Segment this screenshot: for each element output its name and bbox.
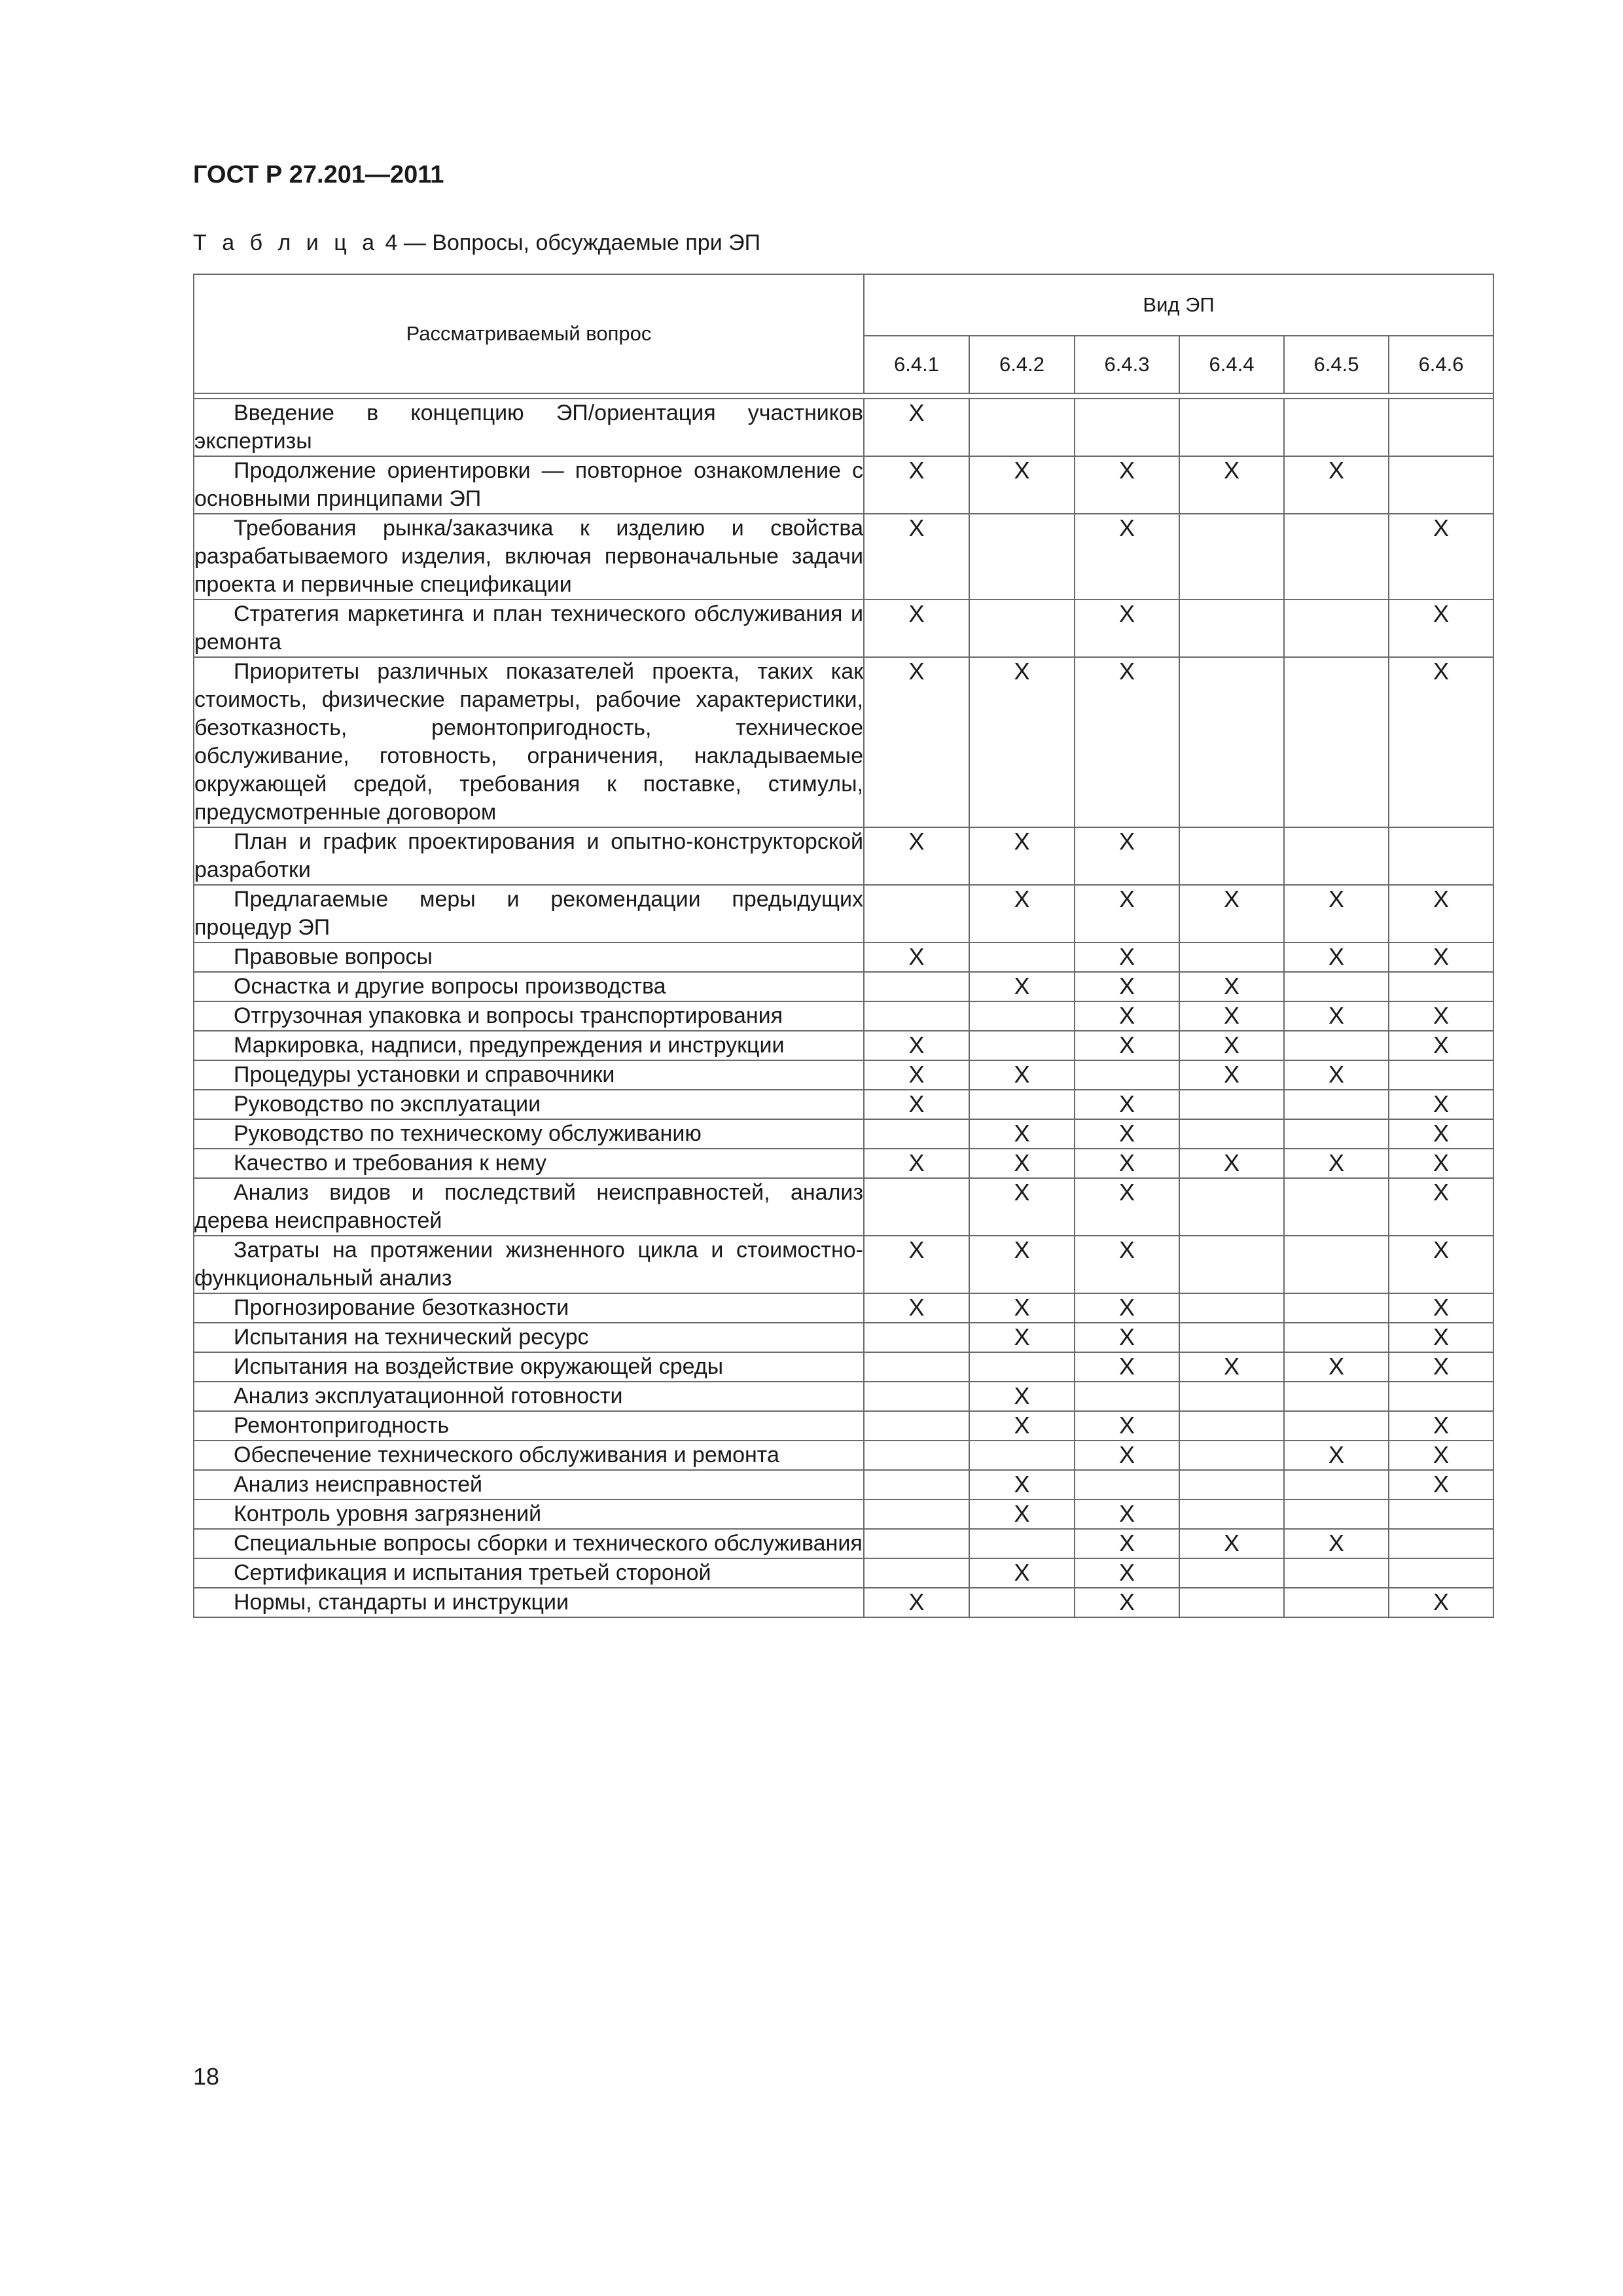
mark-cell [1179,1178,1284,1236]
table-row [194,1178,1493,1236]
mark-cell [969,942,1075,972]
mark-cell [1389,972,1493,1001]
mark-cell [864,1352,969,1382]
mark-cell: X [1389,1119,1493,1149]
mark-cell [1179,1588,1284,1617]
mark-cell: X [1075,514,1179,600]
mark-cell [1179,1323,1284,1352]
table-row [194,885,1493,942]
question-cell [194,885,864,942]
mark-cell: X [1389,1441,1493,1470]
question-cell [194,1119,864,1149]
review-type-column-header: 6.4.6 [1389,336,1493,393]
header-separator-cell [194,393,1493,399]
mark-cell [969,1588,1075,1617]
mark-cell: X [1075,1352,1179,1382]
mark-cell: X [1389,1411,1493,1441]
question-text: Предлагаемые меры и рекомендации предыдущих процедур ЭП [194,887,863,940]
mark-cell: X [1075,1499,1179,1529]
mark-cell: X [969,1558,1075,1588]
mark-cell: X [1075,1293,1179,1323]
mark-cell: X [1389,600,1493,657]
table-row [194,1236,1493,1293]
mark-cell: X [1075,1529,1179,1558]
mark-cell [864,1119,969,1149]
question-text: Требования рынка/заказчика к изделию и свойства разрабатываемого изделия, включая первоначальные задачи проекта и первичные спецификации [194,516,863,597]
table-row [194,1382,1493,1411]
mark-cell: X [1075,1236,1179,1293]
mark-cell: X [969,972,1075,1001]
question-cell [194,514,864,600]
mark-cell [1284,1411,1389,1441]
mark-cell [1179,1293,1284,1323]
mark-cell: X [969,1323,1075,1352]
mark-cell: X [1389,1236,1493,1293]
mark-cell: X [1389,1031,1493,1060]
mark-cell [864,885,969,942]
mark-cell: X [1075,1031,1179,1060]
question-text: Приоритеты различных показателей проекта, таких как стоимость, физические параметры, рабочие характеристики, безотказность, ремонтопригодность, техническое обслуживание, готовность, ограничения, накладываемые окружающей средой, требования к поставке, стимулы, предусмотренные договором [194,659,863,825]
question-text: Анализ видов и последствий неисправностей, анализ дерева неисправностей [194,1180,863,1233]
mark-cell: X [864,1149,969,1178]
mark-cell [1179,600,1284,657]
mark-cell: X [969,1236,1075,1293]
mark-cell: X [1389,1293,1493,1323]
question-cell [194,1149,864,1178]
question-text: Качество и требования к нему [234,1151,547,1175]
question-cell [194,600,864,657]
question-text: Испытания на технический ресурс [234,1325,589,1350]
mark-cell [864,1470,969,1499]
mark-cell [1389,1060,1493,1090]
table-row [194,1411,1493,1441]
question-cell [194,456,864,514]
mark-cell [864,1001,969,1031]
question-text: Руководство по эксплуатации [234,1092,541,1117]
mark-cell: X [1389,1470,1493,1499]
mark-cell: X [864,942,969,972]
mark-cell [1284,1558,1389,1588]
mark-cell [1284,1293,1389,1323]
table-row [194,1060,1493,1090]
table-row [194,827,1493,885]
mark-cell [1284,1499,1389,1529]
question-text: Сертификация и испытания третьей стороной [234,1560,711,1585]
mark-cell: X [1075,456,1179,514]
question-text: Введение в концепцию ЭП/ориентация участников экспертизы [194,401,863,454]
mark-cell: X [1075,1001,1179,1031]
mark-cell: X [1075,827,1179,885]
mark-cell [1179,1119,1284,1149]
mark-cell: X [1284,1441,1389,1470]
question-cell [194,1470,864,1499]
mark-cell: X [1075,1119,1179,1149]
mark-cell [969,1441,1075,1470]
mark-cell [1284,1470,1389,1499]
mark-cell: X [1284,1529,1389,1558]
question-text: Оснастка и другие вопросы производства [234,974,666,999]
mark-cell: X [864,1060,969,1090]
mark-cell [864,1382,969,1411]
mark-cell: X [969,1178,1075,1236]
mark-cell: X [1075,1411,1179,1441]
mark-cell: X [1075,1323,1179,1352]
mark-cell: X [1284,1060,1389,1090]
question-column-header: Рассматриваемый вопрос [194,274,864,393]
mark-cell: X [864,399,969,456]
mark-cell [864,1558,969,1588]
mark-cell [969,1352,1075,1382]
mark-cell: X [1179,456,1284,514]
mark-cell: X [969,657,1075,827]
mark-cell [1179,827,1284,885]
mark-cell [1179,1090,1284,1119]
review-type-column-header: 6.4.3 [1075,336,1179,393]
table-row [194,1323,1493,1352]
question-cell [194,1411,864,1441]
table-row [194,1499,1493,1529]
mark-cell [864,1529,969,1558]
question-cell [194,1529,864,1558]
table-caption [193,230,760,256]
mark-cell: X [1284,1001,1389,1031]
table-row [194,1119,1493,1149]
mark-cell: X [864,1236,969,1293]
mark-cell: X [1284,456,1389,514]
mark-cell [1389,1558,1493,1588]
mark-cell [1284,399,1389,456]
mark-cell: X [1179,1352,1284,1382]
question-text: Нормы, стандарты и инструкции [234,1590,569,1615]
question-cell [194,1293,864,1323]
mark-cell: X [1179,1031,1284,1060]
mark-cell [1179,399,1284,456]
mark-cell: X [1179,972,1284,1001]
mark-cell [969,1031,1075,1060]
question-cell [194,1499,864,1529]
question-cell [194,1236,864,1293]
mark-cell [969,1090,1075,1119]
mark-cell: X [1075,1149,1179,1178]
question-cell [194,399,864,456]
mark-cell: X [1389,1178,1493,1236]
mark-cell: X [864,1293,969,1323]
question-text: Испытания на воздействие окружающей среды [234,1354,724,1379]
mark-cell [1284,1178,1389,1236]
mark-cell [1179,1558,1284,1588]
mark-cell [1284,1236,1389,1293]
mark-cell: X [969,456,1075,514]
mark-cell: X [864,827,969,885]
question-cell [194,1352,864,1382]
mark-cell: X [864,514,969,600]
mark-cell [1179,657,1284,827]
mark-cell [1389,399,1493,456]
mark-cell: X [969,1411,1075,1441]
mark-cell: X [1179,1529,1284,1558]
mark-cell [1179,514,1284,600]
table-row [194,1529,1493,1558]
question-text: Ремонтопригодность [234,1413,450,1438]
table-row [194,1352,1493,1382]
question-text: Контроль уровня загрязнений [234,1501,542,1526]
table-row [194,1031,1493,1060]
mark-cell [1179,1441,1284,1470]
mark-cell [1389,1382,1493,1411]
question-text: Прогнозирование безотказности [234,1295,569,1320]
mark-cell [1389,1529,1493,1558]
question-cell [194,1031,864,1060]
question-cell [194,1001,864,1031]
question-text: Процедуры установки и справочники [234,1062,615,1087]
table-row [194,942,1493,972]
table-row [194,1149,1493,1178]
table-row [194,1001,1493,1031]
mark-cell: X [1075,1178,1179,1236]
mark-cell [969,600,1075,657]
mark-cell: X [1179,1001,1284,1031]
question-text: Руководство по техническому обслуживанию [234,1121,702,1146]
mark-cell: X [1389,1352,1493,1382]
mark-cell [1284,827,1389,885]
mark-cell [1075,1382,1179,1411]
mark-cell: X [1389,942,1493,972]
mark-cell: X [1389,1149,1493,1178]
mark-cell [1284,514,1389,600]
table-row [194,972,1493,1001]
table-row [194,1588,1493,1617]
mark-cell [1179,1499,1284,1529]
mark-cell [969,1529,1075,1558]
table-caption-text: 4 — Вопросы, обсуждаемые при ЭП [379,230,761,255]
mark-cell: X [864,1588,969,1617]
mark-cell [1284,1382,1389,1411]
review-type-column-header: 6.4.2 [969,336,1075,393]
mark-cell [1284,657,1389,827]
header-separator [194,393,1493,399]
question-cell [194,1323,864,1352]
table-row [194,1558,1493,1588]
question-text: Правовые вопросы [234,944,433,969]
mark-cell: X [864,456,969,514]
mark-cell [864,972,969,1001]
mark-cell [1284,1588,1389,1617]
mark-cell [1075,399,1179,456]
question-cell [194,1441,864,1470]
mark-cell [1284,1031,1389,1060]
mark-cell: X [1075,972,1179,1001]
question-cell [194,1382,864,1411]
mark-cell: X [969,827,1075,885]
mark-cell: X [1284,1352,1389,1382]
mark-cell: X [864,1090,969,1119]
page-number: 18 [193,2063,220,2090]
mark-cell [1284,1323,1389,1352]
mark-cell: X [1389,1090,1493,1119]
mark-cell [1284,972,1389,1001]
mark-cell [1284,1090,1389,1119]
mark-cell [969,514,1075,600]
question-cell [194,1558,864,1588]
question-text: Продолжение ориентировки — повторное ознакомление с основными принципами ЭП [194,458,863,511]
table-row [194,1441,1493,1470]
table-row [194,399,1493,456]
mark-cell: X [1389,514,1493,600]
mark-cell: X [969,1119,1075,1149]
mark-cell [1075,1470,1179,1499]
mark-cell [864,1323,969,1352]
question-cell [194,1060,864,1090]
table-row [194,514,1493,600]
question-text: Анализ эксплуатационной готовности [234,1384,623,1408]
question-cell [194,972,864,1001]
table-caption-prefix: Т а б л и ц а [193,230,380,255]
mark-cell: X [864,1031,969,1060]
question-text: Специальные вопросы сборки и технического обслуживания [234,1531,863,1556]
question-text: Обеспечение технического обслуживания и ремонта [234,1443,779,1467]
question-text: Анализ неисправностей [234,1472,482,1497]
question-cell [194,1090,864,1119]
mark-cell [1179,1382,1284,1411]
mark-cell [1389,1499,1493,1529]
mark-cell: X [1389,1001,1493,1031]
mark-cell: X [1075,885,1179,942]
mark-cell: X [1075,1558,1179,1588]
mark-cell: X [1179,1149,1284,1178]
question-cell [194,1588,864,1617]
mark-cell: X [969,885,1075,942]
mark-cell: X [864,657,969,827]
mark-cell: X [969,1293,1075,1323]
mark-cell [969,399,1075,456]
table-row [194,1470,1493,1499]
table-row [194,657,1493,827]
mark-cell: X [1075,942,1179,972]
mark-cell [1179,942,1284,972]
mark-cell [864,1499,969,1529]
mark-cell: X [1284,1149,1389,1178]
table-row [194,600,1493,657]
review-type-column-header: 6.4.5 [1284,336,1389,393]
mark-cell: X [1389,1323,1493,1352]
mark-cell [969,1001,1075,1031]
question-text: Затраты на протяжении жизненного цикла и стоимостно-функциональный анализ [194,1238,863,1291]
review-type-group-header: Вид ЭП [864,274,1493,336]
mark-cell [1389,827,1493,885]
mark-cell: X [1389,657,1493,827]
mark-cell: X [969,1382,1075,1411]
mark-cell [1179,1236,1284,1293]
table-row [194,1090,1493,1119]
mark-cell: X [1075,1441,1179,1470]
table-row [194,1293,1493,1323]
question-cell [194,827,864,885]
question-text: Отгрузочная упаковка и вопросы транспортирования [234,1003,783,1028]
mark-cell [1284,1119,1389,1149]
document-header: ГОСТ Р 27.201—2011 [193,161,444,188]
review-type-column-header: 6.4.4 [1179,336,1284,393]
mark-cell [1179,1470,1284,1499]
mark-cell [1389,456,1493,514]
table-row [194,456,1493,514]
mark-cell: X [1284,885,1389,942]
mark-cell: X [1284,942,1389,972]
mark-cell: X [1179,885,1284,942]
mark-cell: X [969,1499,1075,1529]
mark-cell [1179,1411,1284,1441]
question-cell [194,657,864,827]
mark-cell: X [864,600,969,657]
mark-cell: X [1389,885,1493,942]
mark-cell [864,1178,969,1236]
mark-cell: X [1075,600,1179,657]
question-text: Маркировка, надписи, предупреждения и инструкции [234,1033,785,1058]
question-cell [194,1178,864,1236]
mark-cell: X [1075,1588,1179,1617]
issues-table [193,274,1494,1618]
question-text: План и график проектирования и опытно-конструкторской разработки [194,829,863,882]
review-type-column-header: 6.4.1 [864,336,969,393]
mark-cell: X [1075,1090,1179,1119]
mark-cell: X [969,1470,1075,1499]
table-body [194,393,1493,1617]
mark-cell: X [969,1060,1075,1090]
question-text: Стратегия маркетинга и план технического обслуживания и ремонта [194,601,863,655]
mark-cell: X [1075,657,1179,827]
mark-cell [864,1441,969,1470]
mark-cell: X [1389,1588,1493,1617]
mark-cell [864,1411,969,1441]
mark-cell [1284,600,1389,657]
mark-cell: X [969,1149,1075,1178]
question-cell [194,942,864,972]
mark-cell [1075,1060,1179,1090]
mark-cell: X [1179,1060,1284,1090]
